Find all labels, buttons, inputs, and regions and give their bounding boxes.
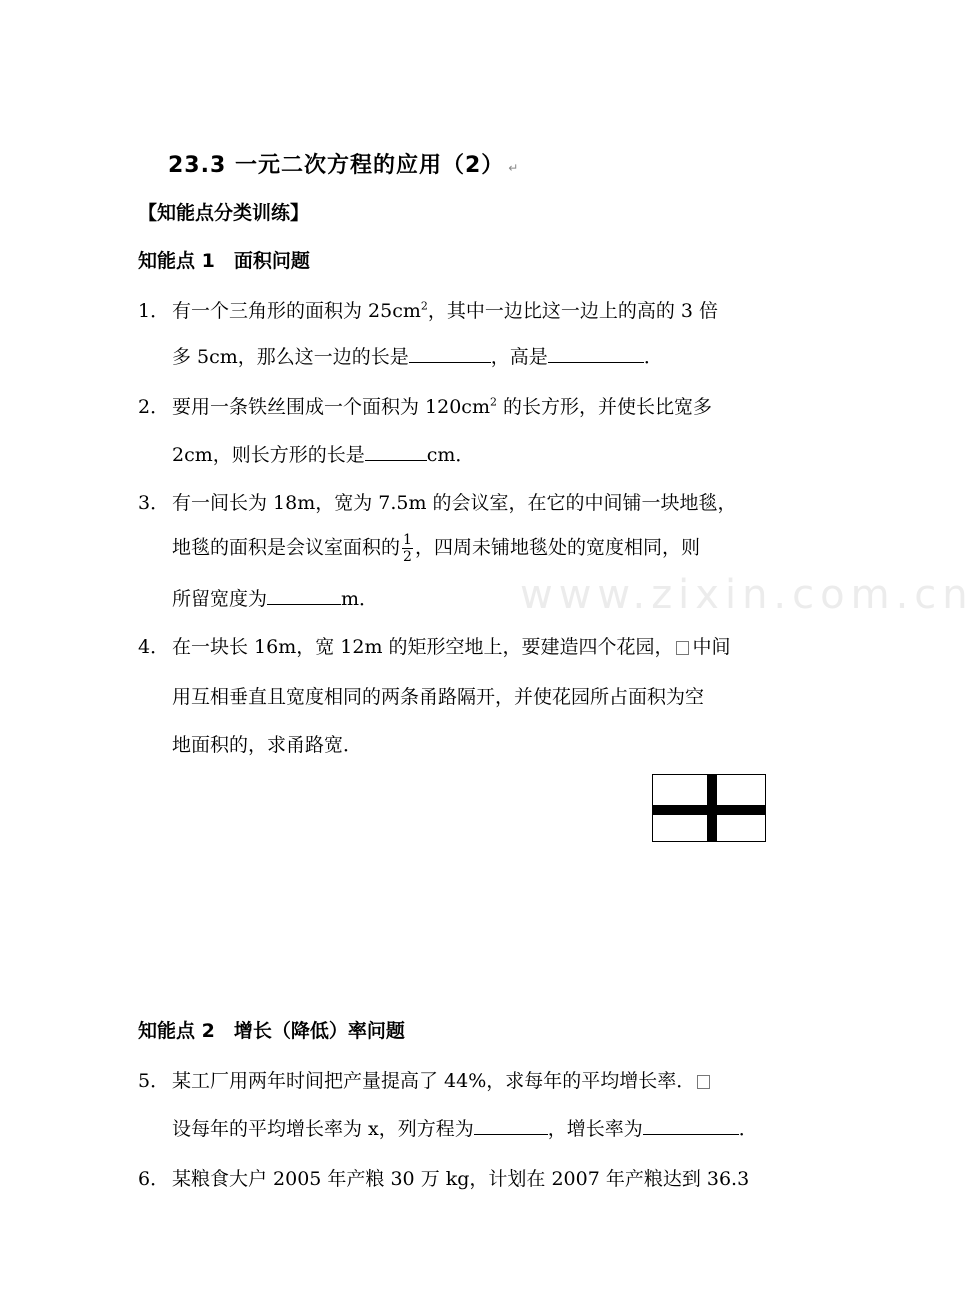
q1-line2-c: ． (643, 346, 663, 368)
q2-text-a: 要用一条铁丝围成一个面积为 120cm (172, 396, 490, 418)
q2-line2 (172, 440, 474, 467)
missing-glyph-box (697, 1075, 710, 1089)
q3-line1: 有一间长为 18m，宽为 7.5m 的会议室，在它的中间铺一块地毯， (172, 492, 737, 514)
q5-line2-b: ，增长率为 (547, 1118, 643, 1140)
q5-line2-a: 设每年的平均增长率为 x，列方程为 (172, 1118, 474, 1140)
section-header: 【知能点分类训练】 (138, 202, 310, 224)
q4-line1 (172, 632, 731, 659)
q2-number: 2． (138, 396, 170, 418)
q1-superscript: 2 (420, 299, 428, 313)
return-mark: ↵ (508, 161, 520, 175)
q3-number: 3． (138, 492, 170, 514)
fraction-numerator: 1 (403, 532, 412, 548)
q1-line2-a: 多 5cm，那么这一边的长是 (172, 346, 409, 368)
q3-line2-a: 地毯的面积是会议室面积的 (172, 536, 401, 559)
q2-length-blank[interactable] (365, 442, 427, 461)
q3-line2-b: ，四周未铺地毯处的宽度相同，则 (414, 536, 700, 559)
q3-line3-b: m． (341, 588, 379, 610)
q6-number: 6． (138, 1168, 170, 1190)
q3-line3-a: 所留宽度为 (172, 588, 268, 610)
q5-rate-blank[interactable] (643, 1116, 739, 1135)
q5-equation-blank[interactable] (474, 1116, 548, 1135)
q4-number: 4． (138, 636, 170, 658)
q1-text-a: 有一个三角形的面积为 25cm (172, 300, 421, 322)
topic-2-heading: 知能点 2 增长（降低）率问题 (138, 1020, 405, 1042)
q2-text-b: 的长方形，并使长比宽多 (496, 396, 713, 418)
q1-number: 1． (138, 300, 170, 322)
q1-line2-b: ，高是 (490, 346, 548, 368)
missing-glyph-box (676, 641, 689, 655)
q1-side-length-blank[interactable] (409, 344, 491, 363)
q4-line2: 用互相垂直且宽度相同的两条甬路隔开，并使花园所占面积为空 (172, 686, 705, 708)
q2-line1 (172, 392, 712, 419)
page-title (168, 148, 519, 179)
title-text: 23.3 一元二次方程的应用（2） (168, 153, 505, 178)
q1-height-blank[interactable] (548, 344, 644, 363)
q5-line1 (172, 1066, 714, 1093)
q2-line2-a: 2cm，则长方形的长是 (172, 444, 365, 466)
q5-line2 (172, 1114, 758, 1141)
q4-line3: 地面积的，求甬路宽． (172, 734, 363, 756)
q2-line2-b: cm． (426, 444, 475, 466)
q6-line1: 某粮食大户 2005 年产粮 30 万 kg，计划在 2007 年产粮达到 36.3 (172, 1168, 750, 1190)
q5-line1-text: 某工厂用两年时间把产量提高了 44%，求每年的平均增长率． (172, 1070, 696, 1092)
q3-line3 (172, 584, 378, 611)
vertical-path (707, 775, 717, 841)
q4-line1-b: 中间 (692, 636, 731, 658)
q5-line2-c: ． (738, 1118, 758, 1140)
q1-line2 (172, 342, 663, 369)
q1-text-b: ，其中一边比这一边上的高的 3 倍 (427, 300, 719, 322)
watermark: www.zixin.com.cn (520, 572, 974, 618)
q4-line1-a: 在一块长 16m，宽 12m 的矩形空地上，要建造四个花园， (172, 636, 674, 658)
q1-line1 (172, 296, 718, 323)
topic-1-heading: 知能点 1 面积问题 (138, 250, 310, 272)
fraction-denominator: 2 (403, 549, 412, 565)
q2-superscript: 2 (489, 395, 497, 409)
garden-plot-figure (652, 774, 766, 842)
q3-width-blank[interactable] (267, 586, 341, 605)
one-half-fraction (402, 532, 413, 565)
q3-line2 (172, 532, 700, 565)
q5-number: 5． (138, 1070, 170, 1092)
